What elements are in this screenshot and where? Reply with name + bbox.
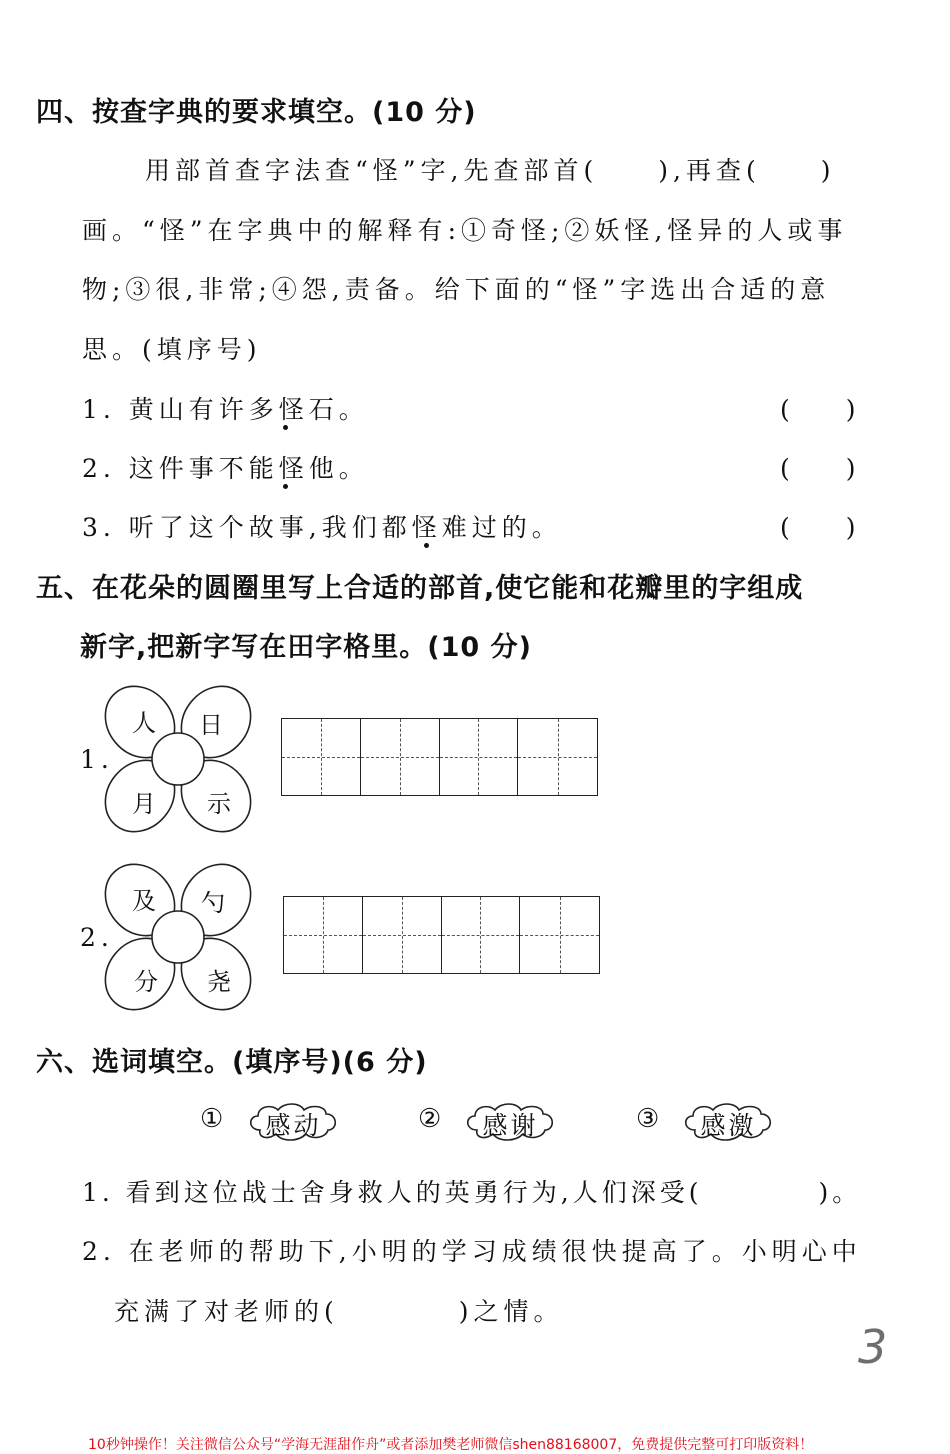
petal-char: 人 (132, 709, 156, 737)
section4-para-line1: 用部首查字法查“怪”字,先查部首( ),再查( ) (145, 156, 836, 185)
radical-circle-2 (152, 911, 204, 963)
grid-cell[interactable] (361, 719, 440, 795)
radical-circle-1 (152, 733, 204, 785)
section4-item-2: 2. 这件事不能怪他。 (82, 454, 369, 483)
option-1-number: ① (200, 1104, 224, 1134)
footer-notice: 10秒钟操作！关注微信公众号“学海无涯甜作舟”或者添加樊老师微信shen88168007，免费提供完整可打印版资料！ (88, 1437, 814, 1453)
grid-cell[interactable] (284, 897, 363, 973)
grid-cell[interactable] (442, 897, 521, 973)
flower-2-number: 2. (80, 923, 114, 952)
section5-heading-line2: 新字,把新字写在田字格里。(10 分) (80, 632, 532, 663)
grid-cell[interactable] (440, 719, 519, 795)
section4-para-line3: 物;③很,非常;④怨,责备。给下面的“怪”字选出合适的意 (82, 275, 831, 304)
section4-para-line4: 思。(填序号) (82, 335, 262, 364)
option-2-word: 感谢 (482, 1111, 539, 1140)
petal-char: 及 (132, 887, 156, 915)
section6-question-1: 1. 看到这位战士舍身救人的英勇行为,人们深受( )。 (82, 1178, 862, 1207)
option-3-word: 感激 (700, 1111, 757, 1140)
grid-cell[interactable] (518, 719, 597, 795)
section5-heading-line1: 五、在花朵的圆圈里写上合适的部首,使它能和花瓣里的字组成 (36, 573, 804, 604)
petal-char: 尧 (207, 968, 231, 996)
grid-cell[interactable] (282, 719, 361, 795)
flower-1 (100, 680, 260, 840)
flower-1-number: 1. (80, 745, 114, 774)
section4-item-1: 1. 黄山有许多怪石。 (82, 395, 369, 424)
section6-heading: 六、选词填空。(填序号)(6 分) (36, 1047, 428, 1078)
tianzige-grid-2[interactable] (283, 896, 600, 974)
option-3-cloud (681, 1100, 776, 1142)
petal-char: 分 (134, 968, 158, 996)
option-1-word: 感动 (265, 1111, 322, 1140)
option-2-cloud (463, 1100, 558, 1142)
grid-cell[interactable] (520, 897, 599, 973)
petal-char: 示 (207, 790, 231, 818)
answer-blank-2[interactable]: ( ) (780, 454, 858, 483)
section4-para-line2: 画。“怪”在字典中的解释有:①奇怪;②妖怪,怪异的人或事 (82, 216, 848, 245)
emphasis-dot (283, 484, 288, 489)
grid-cell[interactable] (363, 897, 442, 973)
emphasis-dot (424, 543, 429, 548)
flower-2 (100, 858, 260, 1018)
option-3-number: ③ (636, 1104, 660, 1134)
page-number: 3 (858, 1320, 888, 1374)
answer-blank-1[interactable]: ( ) (780, 395, 858, 424)
petal-char: 月 (132, 790, 156, 818)
answer-blank-3[interactable]: ( ) (780, 513, 858, 542)
option-1-cloud (246, 1100, 341, 1142)
section6-question-2-line2: 充满了对老师的( )之情。 (114, 1297, 564, 1326)
option-2-number: ② (418, 1104, 442, 1134)
petal-char: 日 (199, 711, 223, 739)
petal-char: 勺 (201, 889, 225, 917)
section4-heading: 四、按查字典的要求填空。(10 分) (36, 97, 477, 128)
section6-question-2-line1: 2. 在老师的帮助下,小明的学习成绩很快提高了。小明心中 (82, 1237, 862, 1266)
section4-item-3: 3. 听了这个故事,我们都怪难过的。 (82, 513, 562, 542)
emphasis-dot (283, 425, 288, 430)
tianzige-grid-1[interactable] (281, 718, 598, 796)
